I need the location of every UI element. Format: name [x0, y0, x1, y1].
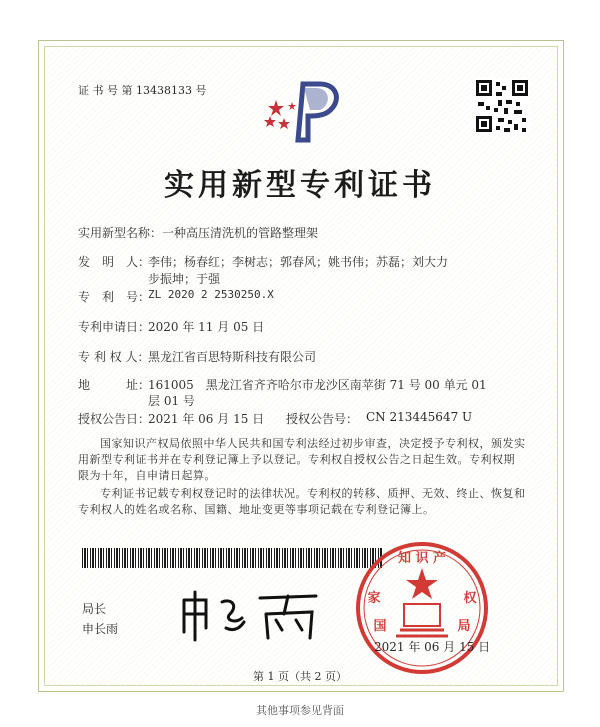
grant-number-label: 授权公告号：	[286, 412, 359, 426]
filing-date-value: 2020 年 11 月 05 日	[148, 320, 265, 334]
logo-star-1	[268, 100, 284, 116]
barcode-icon	[82, 548, 382, 568]
inventor-label: 发 明 人：	[78, 255, 151, 269]
grant-date-value: 2021 年 06 月 15 日	[148, 412, 265, 426]
name-value: 一种高压清洗机的管路整理架	[162, 226, 319, 240]
director-signature	[176, 588, 326, 644]
svg-text:国: 国	[373, 619, 387, 634]
logo-star-4	[288, 102, 296, 110]
paragraph-grant-decision: 国家知识产权局依照中华人民共和国专利法经过初步审查，决定授予专利权，颁发实用新型专利证书并在专利登记簿上予以登记。专利权自授权公告之日起生效。专利权期限为十年，自申请日起算。	[78, 437, 526, 482]
director-name: 申长雨	[82, 622, 119, 636]
patentee-value: 黑龙江省百思特斯科技有限公司	[148, 350, 317, 364]
cnipa-logo-icon	[258, 76, 348, 148]
svg-text:家: 家	[367, 591, 381, 606]
cert-number-label: 证 书 号	[78, 84, 118, 97]
patent-number-label: 专 利 号：	[78, 290, 151, 304]
filing-date-label: 专利申请日：	[78, 320, 151, 334]
address-label: 地 址：	[78, 378, 151, 392]
grant-date-label: 授权公告日：	[78, 412, 151, 426]
svg-text:知 识 产: 知 识 产	[397, 551, 447, 566]
logo-star-3	[278, 118, 290, 129]
address-line-2: 层 01 号	[148, 394, 195, 408]
svg-text:权: 权	[463, 591, 477, 606]
page-info: 第 1 页（共 2 页）	[253, 670, 347, 683]
paragraph-legal-status: 专利证书记载专利权登记时的法律状况。专利权的转移、质押、无效、终止、恢复和专利权人的姓名或名称、国籍、地址变更等事项记载在专利登记簿上。	[78, 487, 526, 516]
certificate-title: 实用新型专利证书	[164, 168, 436, 203]
director-title: 局长	[82, 602, 107, 616]
back-note: 其他事项参见背面	[256, 704, 344, 717]
address-line-1: 161005 黑龙江省齐齐哈尔市龙沙区南苹街 71 号 00 单元 01	[148, 378, 487, 392]
official-seal-icon	[352, 538, 492, 678]
grant-number-value: CN 213445647 U	[366, 410, 473, 424]
name-label: 实用新型名称：	[78, 226, 163, 240]
logo-p-fill	[304, 88, 328, 110]
inventor-line-1: 李伟；杨春红；李树志；郭春风；姚书伟；苏磊；刘大力	[148, 255, 449, 269]
cert-number-line	[78, 82, 206, 98]
patentee-label: 专 利 权 人：	[78, 350, 150, 364]
qr-code-icon	[474, 78, 530, 134]
inventor-line-2: 步振坤；于强	[148, 272, 221, 286]
cert-number: 第 13438133 号	[121, 84, 207, 97]
seal-date: 2021 年 06 月 15 日	[374, 640, 491, 654]
patent-number-value: ZL 2020 2 2530250.X	[148, 288, 274, 301]
svg-text:局: 局	[457, 619, 471, 634]
logo-star-2	[264, 116, 276, 127]
